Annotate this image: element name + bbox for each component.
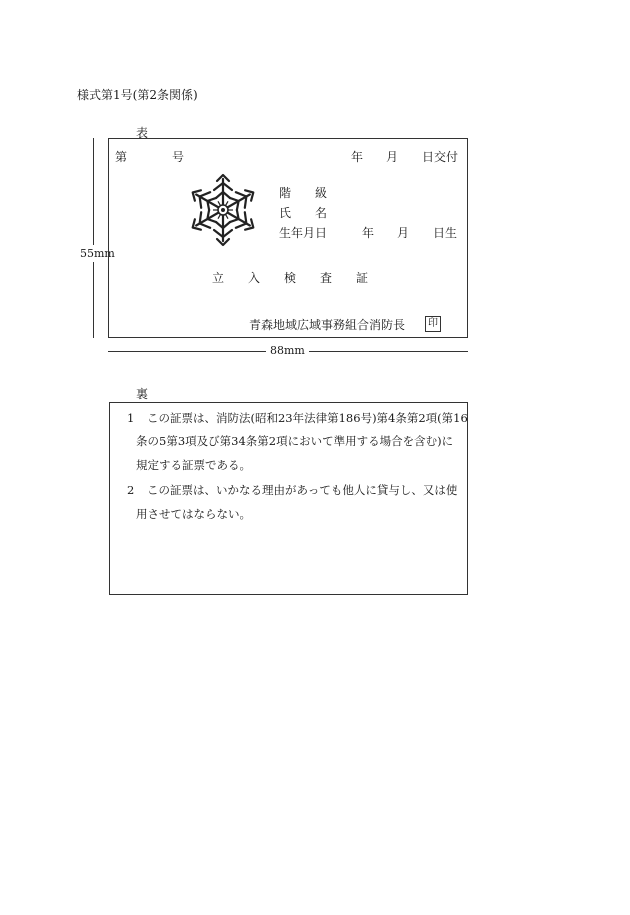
item-1-line-2: 条の5第3項及び第34条第2項において準用する場合を含む)に xyxy=(136,434,454,448)
item-2-line-2: 用させてはならない。 xyxy=(136,507,251,521)
height-dimension-label: 55mm xyxy=(80,247,115,260)
dob-day: 日生 xyxy=(433,226,458,240)
number-prefix: 第 xyxy=(115,150,128,164)
issue-year: 年 xyxy=(351,150,364,164)
front-heading: 表 xyxy=(136,126,149,140)
seal-mark: 印 xyxy=(425,316,441,332)
issue-day: 日交付 xyxy=(422,150,459,164)
dob-label: 生年月日 xyxy=(279,226,328,240)
item-2-line-1: この証票は、いかなる理由があっても他人に貸与し、又は使 xyxy=(147,483,458,497)
width-dimension-label: 88mm xyxy=(266,344,309,357)
issuer: 青森地域広域事務組合消防長 xyxy=(249,318,406,332)
certificate-title: 立 入 検 査 証 xyxy=(212,271,369,285)
name-label: 氏 名 xyxy=(279,206,328,220)
form-title: 様式第1号(第2条関係) xyxy=(77,88,198,102)
number-suffix: 号 xyxy=(172,150,185,164)
item-1-line-1: この証票は、消防法(昭和23年法律第186号)第4条第2項(第16 xyxy=(147,411,468,425)
fire-department-emblem-icon xyxy=(188,172,258,248)
item-1-number: 1 xyxy=(127,411,135,425)
rank-label: 階 級 xyxy=(279,186,328,200)
dob-year: 年 xyxy=(362,226,375,240)
dob-month: 月 xyxy=(397,226,410,240)
item-1-line-3: 規定する証票である。 xyxy=(136,458,251,472)
item-2-number: 2 xyxy=(127,483,135,497)
back-heading: 裏 xyxy=(136,387,149,401)
issue-month: 月 xyxy=(386,150,399,164)
height-dimension-line xyxy=(93,138,94,338)
